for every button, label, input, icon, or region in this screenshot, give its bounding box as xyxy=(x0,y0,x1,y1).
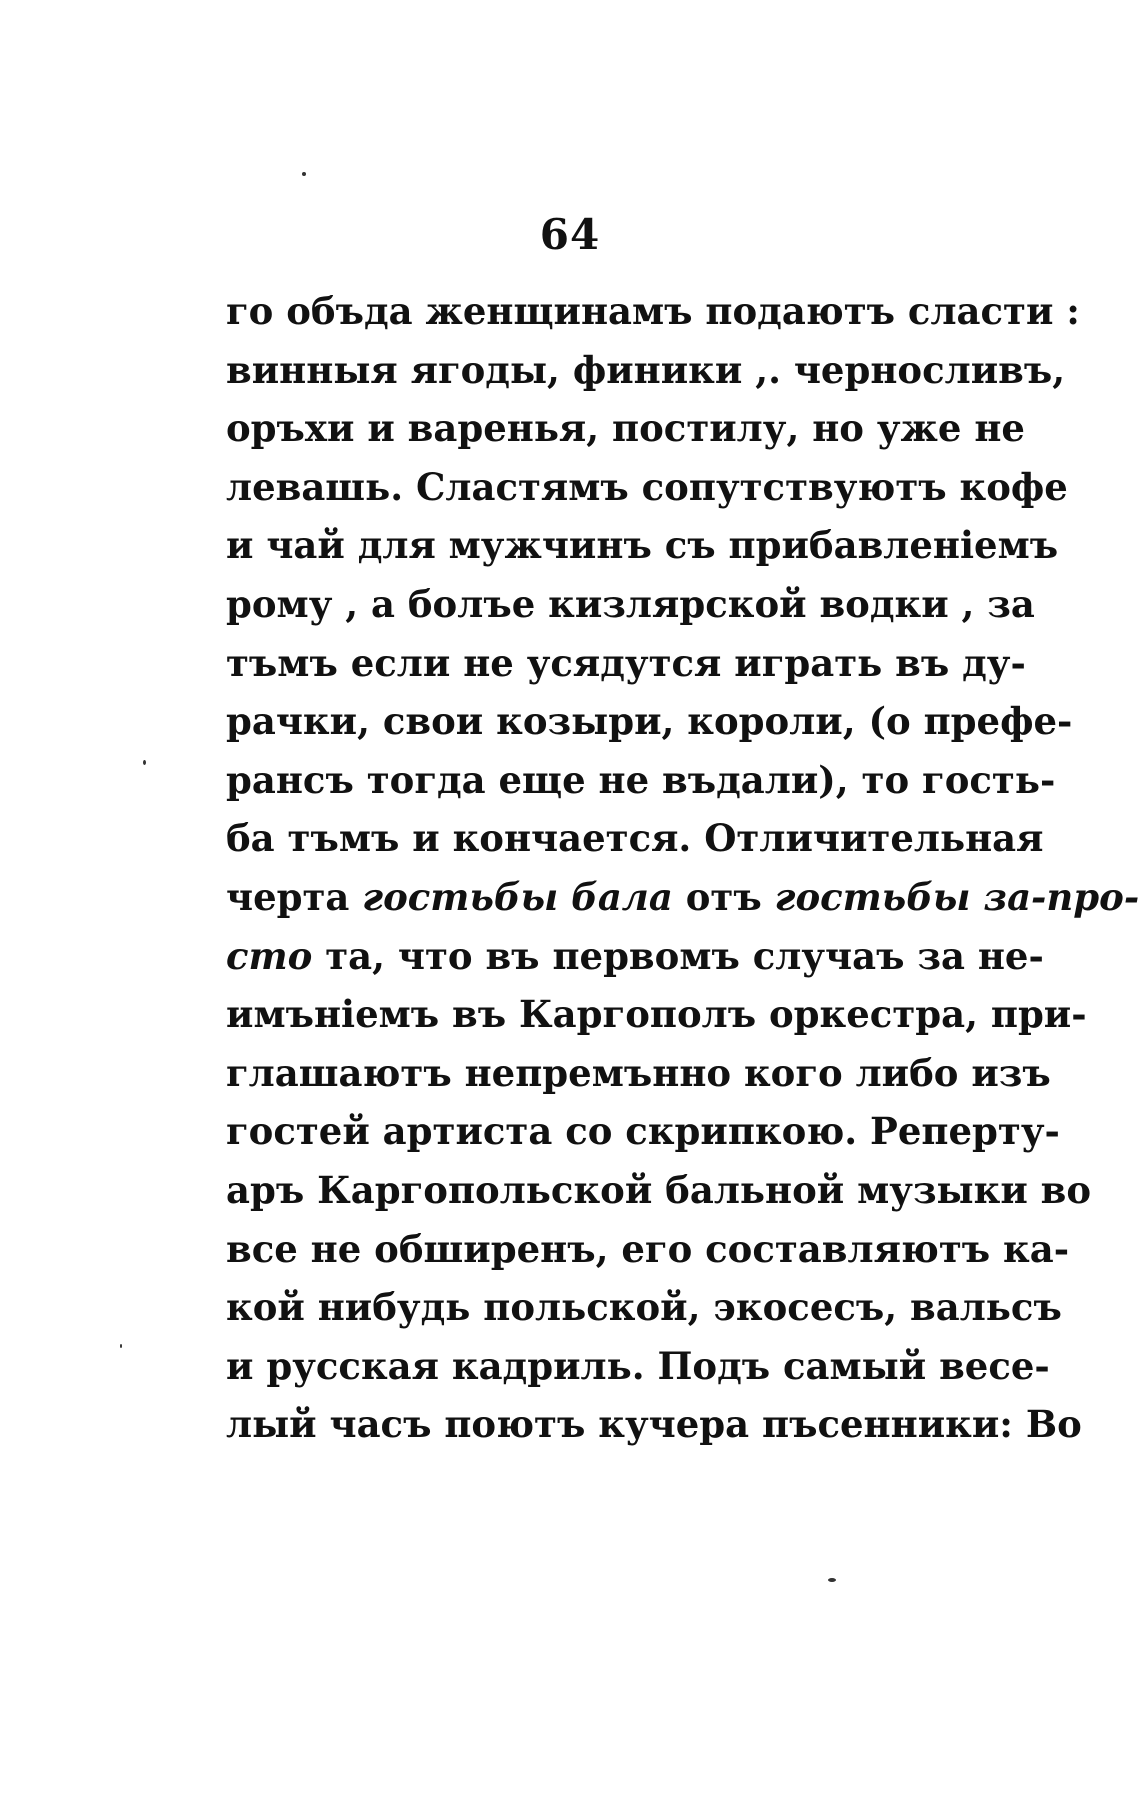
text-segment: оръхи и варенья, постилу, но уже не xyxy=(226,406,1025,451)
text-line xyxy=(226,868,1140,927)
page-number: 64 xyxy=(539,210,601,259)
text-segment: винныя ягоды, финики ,. черносливъ, xyxy=(226,347,1066,392)
scan-speck xyxy=(828,1578,836,1582)
text-line xyxy=(226,458,1068,517)
italic-segment: сто xyxy=(226,933,313,978)
italic-segment: гостьбы бала xyxy=(362,874,673,919)
text-segment: рансъ тогда еще не въдали), то гость- xyxy=(226,757,1056,802)
text-segment: рачки, свои козыри, короли, (о префе- xyxy=(226,699,1073,744)
scan-speck xyxy=(143,760,146,765)
text-segment: гостей артиста со скрипкою. Реперту- xyxy=(226,1109,1060,1154)
text-line xyxy=(226,1395,1082,1454)
text-line xyxy=(226,1278,1062,1337)
text-line xyxy=(226,575,1035,634)
text-segment: отъ xyxy=(672,874,775,919)
text-line xyxy=(226,282,1080,341)
text-segment: все не обширенъ, его составляютъ ка- xyxy=(226,1226,1070,1271)
text-segment: тъмъ если не усядутся играть въ ду- xyxy=(226,640,1026,685)
text-segment: го объда женщинамъ подаютъ сласти : xyxy=(226,289,1080,333)
text-segment: глашаютъ непремънно кого либо изъ xyxy=(226,1050,1051,1095)
text-segment: кой нибудь польской, экосесъ, вальсъ xyxy=(226,1285,1062,1330)
text-line xyxy=(226,1220,1070,1279)
text-segment: та, что въ первомъ случаъ за не- xyxy=(312,933,1044,978)
text-line xyxy=(226,1161,1092,1220)
text-segment: аръ Каргопольской бальной музыки во xyxy=(226,1167,1092,1212)
text-segment: и русская кадриль. Подъ самый весе- xyxy=(226,1343,1050,1388)
text-line xyxy=(226,927,1044,986)
text-line xyxy=(226,1337,1050,1396)
text-segment: и чай для мужчинъ съ прибавленіемъ xyxy=(226,523,1059,568)
scan-speck xyxy=(302,172,306,176)
text-segment: левашь. Сластямъ сопутствуютъ кофе xyxy=(226,464,1068,509)
text-segment: лый часъ поютъ кучера пъсенники: Во xyxy=(226,1402,1082,1447)
text-line xyxy=(226,516,1059,575)
text-line xyxy=(226,1044,1051,1103)
text-segment: черта xyxy=(226,874,363,919)
text-line xyxy=(226,809,1044,868)
text-line xyxy=(226,692,1073,751)
text-segment: рому , а болъе кизлярской водки , за xyxy=(226,581,1035,626)
text-segment: имъніемъ въ Каргополъ оркестра, при- xyxy=(226,992,1087,1037)
text-line xyxy=(226,634,1026,693)
italic-segment: гостьбы за-про- xyxy=(774,874,1140,919)
body-text xyxy=(226,282,1140,1454)
scan-speck xyxy=(120,1344,122,1348)
text-line xyxy=(226,1102,1060,1161)
text-line xyxy=(226,985,1087,1044)
text-line xyxy=(226,341,1066,400)
text-line xyxy=(226,399,1025,458)
text-line xyxy=(226,751,1056,810)
text-segment: ба тъмъ и кончается. Отличительная xyxy=(226,816,1044,861)
